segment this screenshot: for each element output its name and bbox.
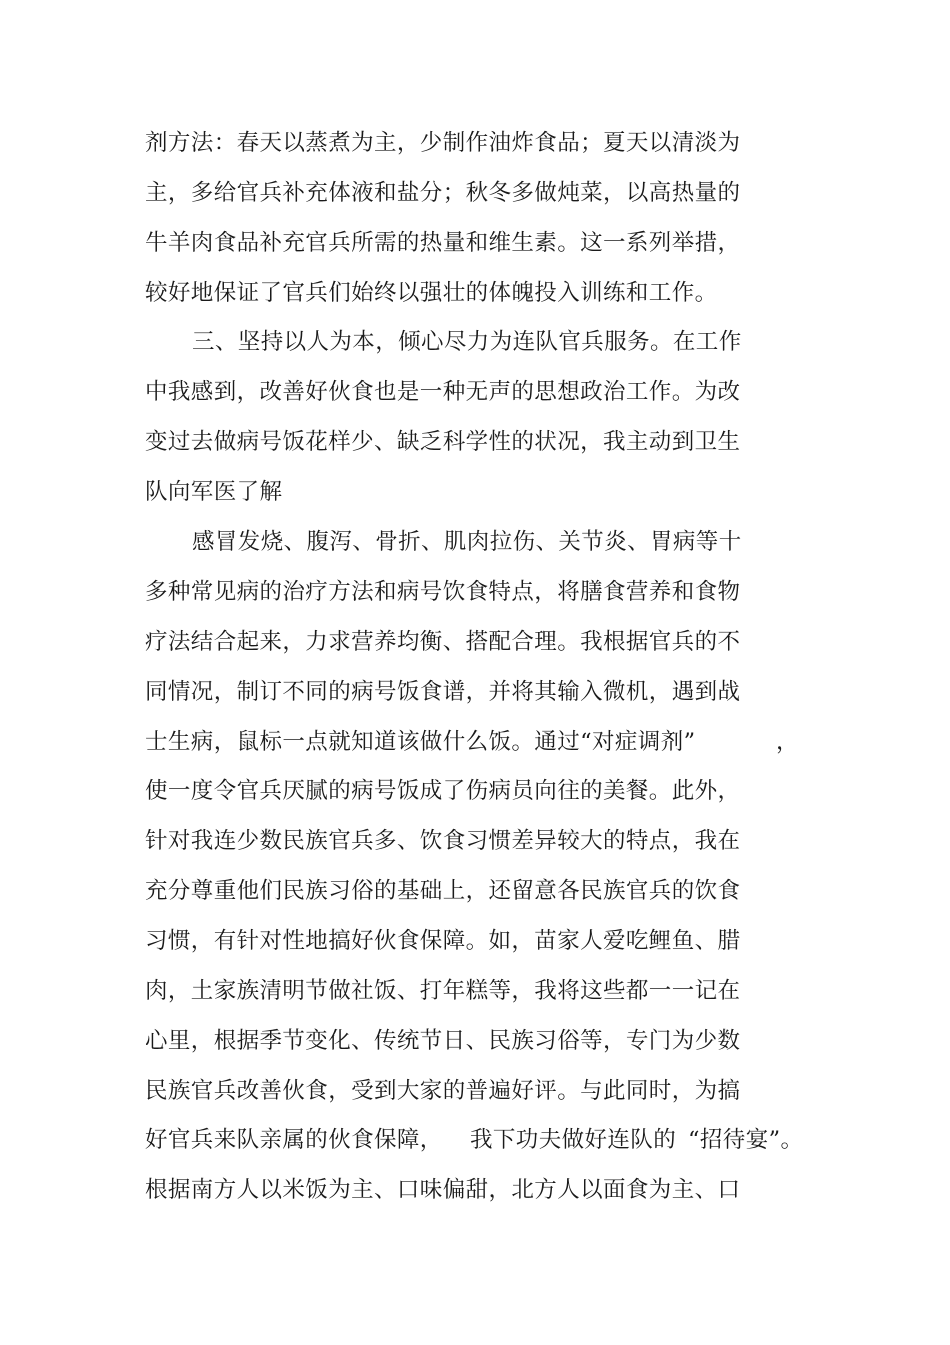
text-line: 习惯，有针对性地搞好伙食保障。如，苗家人爱吃鲤鱼、腊 [145,928,741,954]
text-line: 变过去做病号饭花样少、缺乏科学性的状况，我主动到卫生 [145,429,741,455]
text-line: 好官兵来队亲属的伙食保障， [145,1127,443,1153]
text-line-segment: 我下功夫做好连队的 [470,1127,677,1153]
text-line: 充分尊重他们民族习俗的基础上，还留意各民族官兵的饮食 [145,878,741,904]
text-line: 疗法结合起来，力求营养均衡、搭配合理。我根据官兵的不 [145,629,741,655]
text-line: 使一度令官兵厌腻的病号饭成了伤病员向往的美餐。此外， [145,778,741,804]
text-line: 主，多给官兵补充体液和盐分；秋冬多做炖菜，以高热量的 [145,180,741,206]
text-line: 士生病，鼠标一点就知道该做什么饭。通过“对症调剂” [145,729,696,755]
text-line: 民族官兵改善伙食，受到大家的普遍好评。与此同时，为搞 [145,1078,741,1104]
paragraph-start-line: 三、坚持以人为本，倾心尽力为连队官兵服务。在工作 [192,329,742,355]
text-line: 肉，土家族清明节做社饭、打年糕等，我将这些都一一记在 [145,978,741,1004]
text-line: 同情况，制订不同的病号饭食谱，并将其输入微机，遇到战 [145,679,741,705]
text-line: 队向军医了解 [145,479,283,505]
paragraph-start-line: 感冒发烧、腹泻、骨折、肌肉拉伤、关节炎、胃病等十 [192,529,742,555]
text-line: 中我感到，改善好伙食也是一种无声的思想政治工作。为改 [145,379,741,405]
text-line: 心里，根据季节变化、传统节日、民族习俗等，专门为少数 [145,1028,741,1054]
stray-comma: ， [776,729,799,755]
text-line-segment: “招待宴”。 [688,1127,804,1153]
text-line: 较好地保证了官兵们始终以强壮的体魄投入训练和工作。 [145,280,718,306]
text-line: 多种常见病的治疗方法和病号饮食特点，将膳食营养和食物 [145,579,741,605]
text-line: 根据南方人以米饭为主、口味偏甜，北方人以面食为主、口 [145,1177,741,1203]
text-line: 剂方法：春天以蒸煮为主，少制作油炸食品；夏天以清淡为 [145,130,741,156]
text-line: 牛羊肉食品补充官兵所需的热量和维生素。这一系列举措， [145,230,741,256]
text-line: 针对我连少数民族官兵多、饮食习惯差异较大的特点，我在 [145,828,741,854]
